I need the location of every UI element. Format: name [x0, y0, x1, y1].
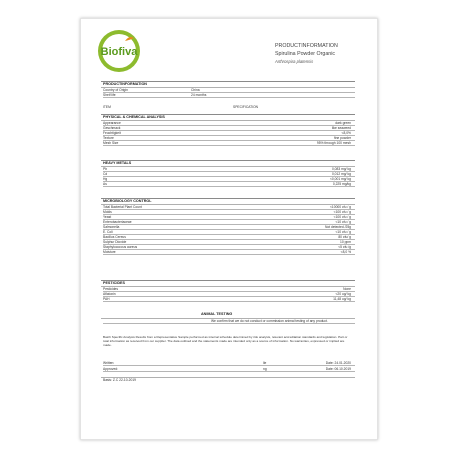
svg-text:Biofiva: Biofiva [100, 46, 138, 58]
table-row: Texture fine powder [103, 136, 355, 141]
table-row: Yeast <100 cfu / g [103, 215, 355, 220]
row-label: Country of Origin [103, 88, 128, 92]
table-row: E. Coli <10 cfu / g [103, 230, 355, 235]
table-row: Molds <100 cfu / g [103, 210, 355, 215]
table-row: Geschmack like seaweed [103, 126, 355, 131]
product-spec-sheet [80, 18, 378, 440]
animal-testing-statement: We confirm that we do not conduct or commission animal testing of any product. [103, 319, 355, 324]
product-name: Spirulina Powder Organic [275, 51, 336, 57]
divider [101, 160, 355, 161]
table-row: Aflatoxin <20 ug/ kg [103, 292, 355, 297]
latin-name: Arthrospira platensis [275, 59, 314, 64]
table-row: Pesticides None [103, 287, 355, 292]
row-value: 24 months [191, 93, 207, 97]
footer-basis: Basis: Z.C 22-10-2019 [103, 378, 136, 382]
table-row: Hg <0,001 mg/ kg [103, 177, 355, 182]
table-row: Sulphur Dioxide 10 ppm [103, 240, 355, 245]
section-heading-physical: PHYSICAL & CHEMICAL ANALYSIS [103, 115, 165, 119]
section-heading-animal-testing: ANIMAL TESTING [201, 312, 233, 316]
table-row: Mesh Size 95% through 100 mesh [103, 141, 355, 146]
table-row: As 0,225 mg/kg [103, 182, 355, 187]
row-label: Shelf life [103, 93, 116, 97]
table-row: Pb 0,083 mg/ kg [103, 167, 355, 172]
table-row: Salmonella Not detected /25g [103, 225, 355, 230]
column-header-item: ITEM [103, 105, 111, 109]
table-row: Feuchtigkeit <8,0% [103, 131, 355, 136]
biofiva-logo [95, 27, 143, 75]
document-title: PRODUCTINFORMATION [275, 43, 338, 49]
section-heading-heavy-metals: HEAVY METALS [103, 161, 132, 165]
table-row: Staphylococcus aureus <5 cfu /g [103, 245, 355, 250]
signoff-row-written: Written: lle Date: 24.01.2020 [103, 361, 355, 366]
table-row: Cd 0,012 mg/ kg [103, 172, 355, 177]
signoff-row-approved: Approved: ng Date: 06.10.2019 [103, 367, 355, 372]
table-row: PAH 11,48 ug/ kg [103, 297, 355, 302]
column-header-specification: SPECIFICATION [233, 105, 259, 109]
section-heading-pesticides: PESTICIDES [103, 281, 125, 285]
section-heading-microbiology: MICROBIOLOGY CONTROL [103, 199, 152, 203]
table-row: Moisture <8,0 % [103, 250, 355, 255]
spec-header-row [103, 105, 355, 110]
table-row [103, 93, 355, 98]
table-row: Total Bacterial Plant Count <10000 cfu / g [103, 205, 355, 210]
table-row: Bacillus Cereus 80 cfu/ g [103, 235, 355, 240]
section-heading-productinfo: PRODUCTINFORMATION [103, 82, 147, 86]
row-value: China [191, 88, 200, 92]
disclaimer-text: Batch Specific Analysis Results from a Representative Sample performed as internal schedule determined by risk analysis, relevant accreditation standards and legislation. Part or total information as received from our supplier. The data outlined and the statements made are intended only as a source of information. No warranties, expressed or implied are made. [103, 335, 348, 348]
table-row: Appearance dark green [103, 121, 355, 126]
table-row: Enterobacteriaceae <10 cfu / g [103, 220, 355, 225]
divider [101, 280, 355, 281]
